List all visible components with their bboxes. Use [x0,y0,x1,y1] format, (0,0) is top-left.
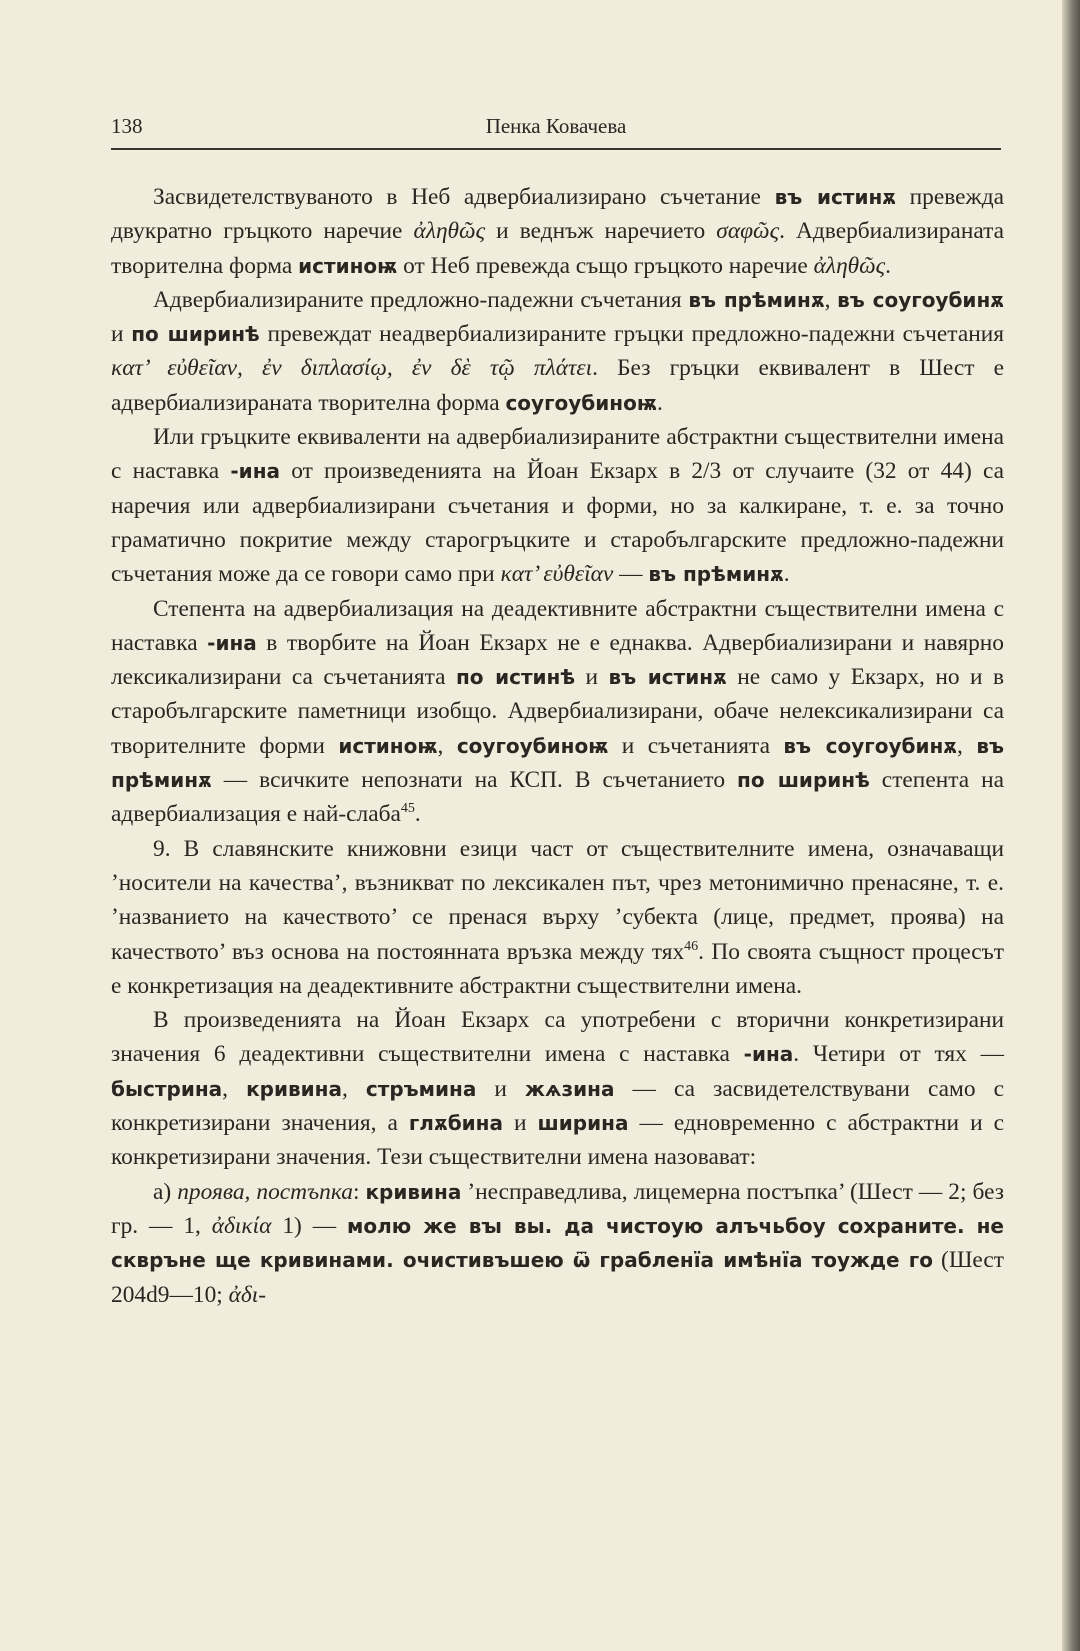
old-church-slavonic-term: въ соугоубинѫ [837,287,1005,312]
page-edge [1062,0,1080,1651]
text-run: . Без гръцки еквивалент в Шест е адвербиализираната творителна форма [111,355,1004,416]
text-run: а) [153,1178,178,1205]
old-church-slavonic-term: въ истинѫ [774,185,897,209]
old-church-slavonic-term: кривина [365,1179,462,1204]
old-church-slavonic-term: въ истинѫ [608,665,727,690]
text-run: 1) — [271,1212,348,1239]
text-run: от произведенията на Йоан Екзарх в 2/3 от случаите (32 от 44) са наречия или адвербиализирани съчетания и форми, но за калкиране, т. е. за точно граматично покритие между старогръцките и старобългарските предложно-падежни съчетания може да се говори само при [111,458,1005,588]
paragraph [111,283,1004,420]
text-run: от Неб превежда също гръцкото наречие [397,252,814,279]
old-church-slavonic-term: -ина [230,459,281,484]
text-run: . Адвербиализираната творителна форма [111,218,1004,279]
text-run: и съчетанията [608,732,784,759]
old-church-slavonic-term: молю же вꙑ вы. да чистоую алъчьбоу сохраните. не сквръне ще кривинами. очистивъшею ѿ грабленїа имѣнїа тоужде го [111,1213,1004,1273]
old-church-slavonic-term: истиноѭ [338,733,438,758]
page-header [111,114,1001,144]
text-run: 9. В славянските книжовни езици част от съществителните имена, означаващи ’носители на качества’, възникват по лексикален път, чрез метонимично пренасяне, т. е. ’названието на качеството’ се пренася върху ’субекта (лице, предмет, проява) на качеството’ въз основа на постоянната връзка между тях [111,835,1004,965]
header-rule [111,148,1001,150]
old-church-slavonic-term: глѫбина [408,1111,503,1136]
paragraph [111,180,1004,283]
greek-term: ἀληθῶς [413,218,486,245]
old-church-slavonic-term: -ина [207,630,257,655]
text-run: , [341,1075,366,1102]
old-church-slavonic-term: кривина [246,1076,342,1101]
old-church-slavonic-term: въ соугоубинѫ [783,733,958,758]
footnote-ref: 45 [400,801,415,817]
old-church-slavonic-term: соугоубиноѭ [456,733,609,758]
old-church-slavonic-term: соугоубиноѭ [505,390,657,415]
running-head: Пенка Ковачева [485,114,627,138]
page-number: 138 [111,114,143,138]
greek-term: σαφῶς [716,218,780,245]
text-run: Адвербиализираните предложно-падежни съчетания [153,286,689,313]
paragraph [111,1003,1004,1174]
text-run: . [656,389,663,416]
text-run: — са засвидетелствувани само с конкретизирани значения, а [111,1075,1004,1137]
text-run: — [613,561,649,588]
text-run: Или гръцките еквиваленти на адвербиализираните абстрактни съществителни имена с наставка [111,424,1004,485]
text-run: и [111,321,132,348]
paragraph [111,1175,1004,1312]
text-run: не само у Екзарх, но и в старобългарските паметници изобщо. Адвербиализирани, обаче нелексикализирани са творителните форми [111,664,1004,759]
old-church-slavonic-term: въ прѣминѫ [111,733,1005,793]
old-church-slavonic-term: истиноѭ [298,253,398,278]
old-church-slavonic-term: по истинѣ [455,665,576,690]
text-run: : [352,1178,366,1205]
text-run: Степента на адвербиализация на деадективните абстрактни съществителни имена с наставка [111,595,1004,656]
body-text [111,180,1004,1312]
text-run: . [885,252,892,279]
text-run: , [824,286,838,313]
old-church-slavonic-term: стръмина [365,1076,477,1101]
text-run: . [414,801,421,828]
text-run: , [957,732,977,759]
text-run: и [503,1110,538,1137]
greek-term: ἀδικία [211,1212,272,1239]
old-church-slavonic-term: по ширинѣ [737,768,870,793]
text-run: . [783,561,790,588]
paragraph [111,592,1004,832]
text-run: . По своята същност процесът е конкретизация на деадективните абстрактни съществителни имена. [111,938,1004,999]
greek-term: проява, постъпка [177,1178,353,1205]
paragraph [111,420,1004,591]
text-run: , [437,732,457,759]
old-church-slavonic-term: ширина [537,1111,629,1136]
greek-term: κατ’ εὐθεῖαν, ἐν διπλασίῳ, ἐν δὲ τῷ πλάτει [111,355,593,382]
text-run: ’несправедлива, лицемерна постъпка’ (Шест — 2; без гр. — 1, [111,1178,1004,1239]
text-run: — всичките непознати на КСП. В съчетанието [211,767,738,794]
text-run: (Шест 204d9—10; [111,1247,1004,1308]
text-run: , [222,1075,247,1102]
footnote-ref: 46 [684,938,699,954]
text-run: и [575,664,609,691]
old-church-slavonic-term: въ прѣминѫ [688,287,825,312]
text-run: и веднъж наречието [485,218,717,245]
old-church-slavonic-term: по ширинѣ [131,322,260,347]
greek-term: κατ’ εὐθεῖαν [500,561,614,588]
text-run: превежда двукратно гръцкото наречие [111,184,1004,245]
text-run: степента на адвербиализация е най-слаба [111,767,1005,828]
text-run: превеждат неадвербиализираните гръцки предложно-падежни съчетания [259,321,1004,348]
text-run: . Четири от тях — [793,1041,1004,1068]
text-run: в творбите на Йоан Екзарх не е еднаква. Адвербиализирани и навярно лексикализирани са съчетанията [111,629,1004,691]
text-run: — едновременно с абстрактни и с конкретизирани значения. Тези съществителни имена назовават: [111,1110,1004,1171]
greek-term: ἀδι- [228,1281,267,1308]
old-church-slavonic-term: жѧзина [525,1076,615,1101]
old-church-slavonic-term: -ина [743,1042,794,1067]
text-run: В произведенията на Йоан Екзарх са употребени с вторични конкретизирани значения 6 деадективни съществителни имена с наставка [111,1007,1004,1068]
greek-term: ἀληθῶς [813,252,886,279]
paragraph [111,832,1004,1003]
old-church-slavonic-term: въ прѣминѫ [648,562,784,587]
text-run: Засвидетелствуваното в Неб адвербиализирано съчетание [153,184,775,210]
old-church-slavonic-term: быстрина [111,1076,223,1101]
text-run: и [476,1075,525,1102]
